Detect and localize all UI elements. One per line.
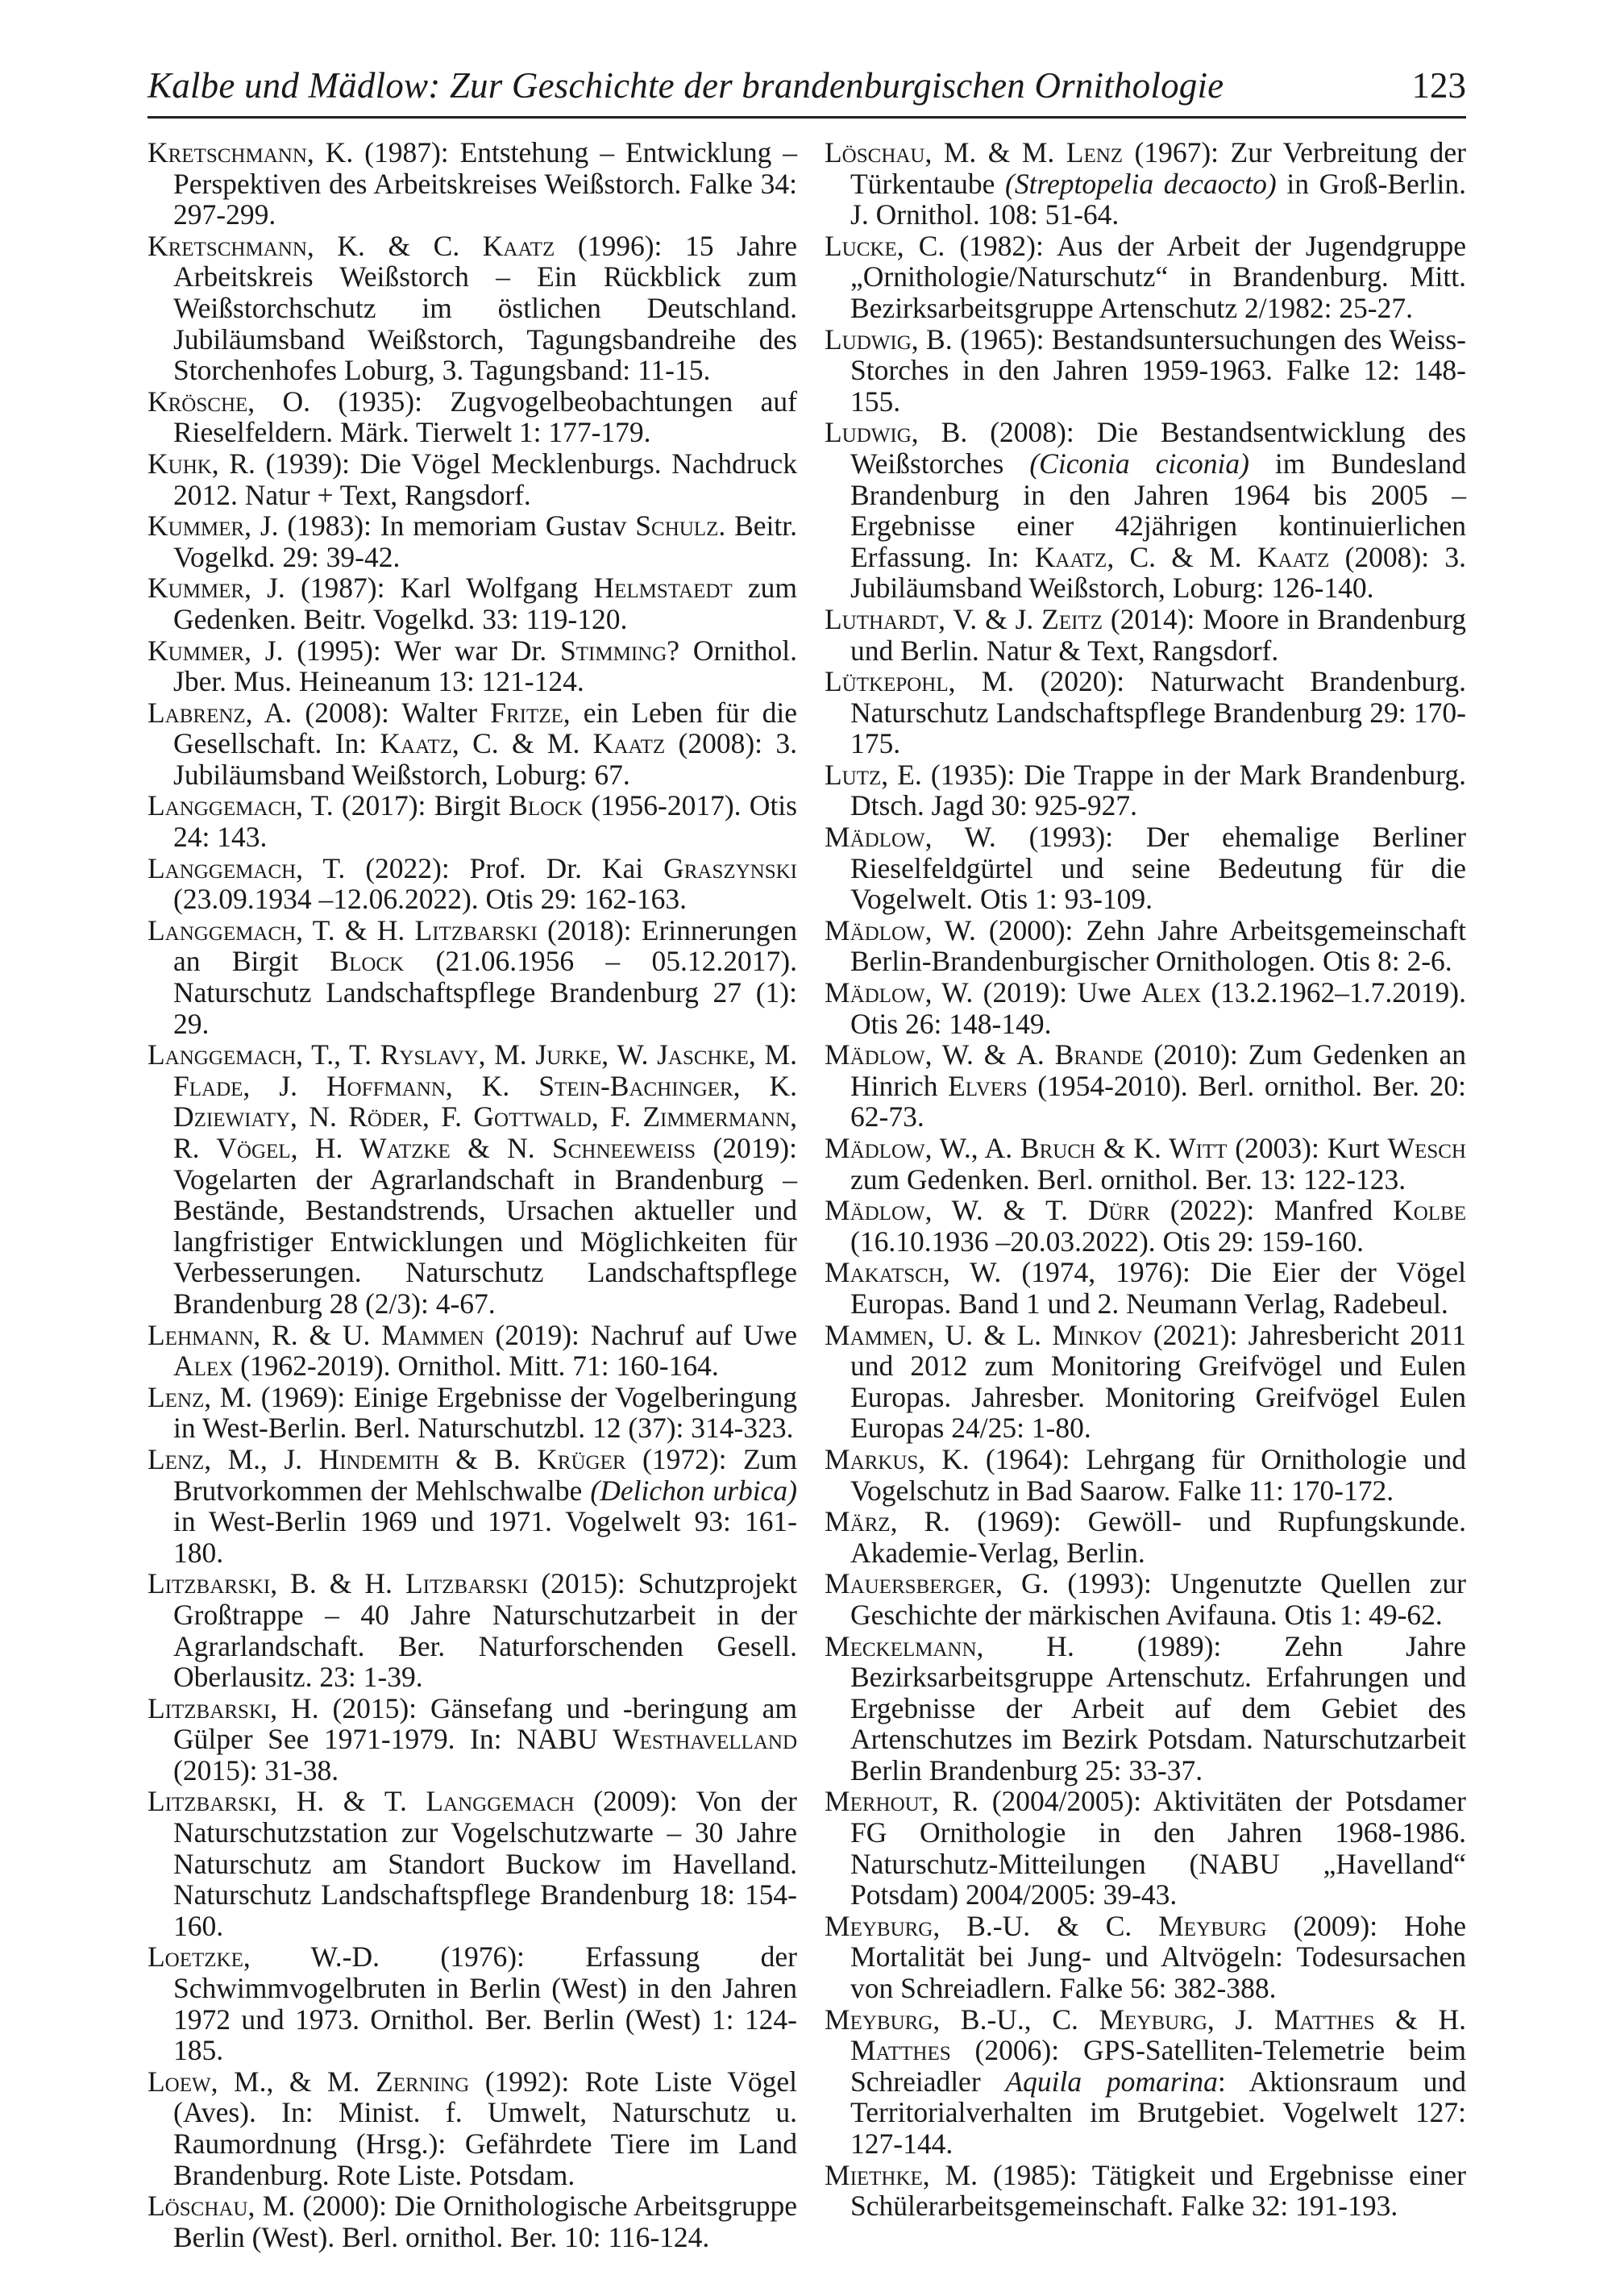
author-name: Meyburg, B.-U. xyxy=(825,1909,1031,1942)
reference-entry xyxy=(825,1911,1466,2004)
reference-text: & xyxy=(973,1038,1017,1071)
author-name: H. Litzbarski xyxy=(364,1567,529,1600)
author-name: Block xyxy=(509,789,583,822)
reference-entry xyxy=(825,1133,1466,1195)
author-name: Langgemach, T. xyxy=(147,789,334,822)
reference-text: & xyxy=(1030,1909,1106,1942)
reference-entry xyxy=(825,231,1466,324)
reference-text: zum Gedenken. Beitr. Vogelkd. 33: 119-120. xyxy=(173,572,797,635)
reference-text: ? Ornithol. Jber. Mus. Heineanum 13: 121-124. xyxy=(173,634,797,698)
reference-text: (1974, 1976): Die Eier der Vögel Europas. Band 1 und 2. Neumann Verlag, Radebeul. xyxy=(850,1256,1467,1320)
reference-text: (1964): Lehrgang für Ornithologie und Vogelschutz in Bad Saarow. Falke 11: 170-172. xyxy=(850,1442,1466,1507)
reference-text: & xyxy=(273,2065,328,2098)
reference-text: : Aktionsraum und Territorialverhalten im Brutgebiet. Vogelwelt 127: 127-144. xyxy=(850,2065,1466,2160)
reference-entry xyxy=(825,821,1466,915)
author-name: Kuhk, R. xyxy=(147,447,256,480)
reference-text: (2015): Schutzprojekt Großtrappe – 40 Jahre Naturschutzarbeit in der Agrarlandschaft. Ber. Naturforschenden Gesell. Oberlausitz. 23: 1-39. xyxy=(173,1567,797,1694)
author-name: Kummer, J. xyxy=(147,572,285,605)
page-number: 123 xyxy=(1411,65,1466,106)
author-name: T. Dürr xyxy=(1045,1194,1150,1227)
author-name: Litzbarski, B. xyxy=(147,1567,317,1600)
author-name: Litzbarski, H. xyxy=(147,1785,325,1818)
reference-entry xyxy=(825,137,1466,231)
author-name: K. Witt xyxy=(1133,1132,1228,1164)
reference-entry xyxy=(147,448,797,510)
reference-text: (1969): Einige Ergebnisse der Vogelberingung in West-Berlin. Berl. Naturschutzbl. 12 (37): 314-323. xyxy=(173,1380,797,1445)
reference-text: (2019): Vogelarten der Agrarlandschaft in Brandenburg – Bestände, Bestandstrends, Ursachen aktueller und langfristiger Entwicklungen und Möglichkeiten für Verbesserungen. Naturschutz Landschaftspflege Brandenburg 28 (2/3): 4-67. xyxy=(173,1132,797,1320)
reference-text: & xyxy=(977,602,1016,635)
reference-entry xyxy=(147,1693,797,1786)
reference-entry xyxy=(825,1257,1466,1319)
reference-entry xyxy=(825,2004,1466,2160)
author-name: Helmstaedt xyxy=(593,572,733,605)
author-name: Ludwig, B. xyxy=(825,322,953,356)
author-name: Kaatz, C. xyxy=(380,727,499,760)
reference-column-left xyxy=(147,137,797,2252)
author-name: Mädlow, W., A. Bruch xyxy=(825,1132,1096,1164)
author-name: M. Lenz xyxy=(1021,136,1124,168)
reference-entry xyxy=(147,137,797,231)
author-name: Mauersberger, G. xyxy=(825,1567,1049,1600)
reference-text: (1992): Rote Liste Vögel (Aves). In: Minist. f. Umwelt, Naturschutz u. Raumordnung (Hrsg.): Gefährdete Tiere im Land Brandenburg. Rote Liste. Potsdam. xyxy=(173,2065,797,2191)
author-name: Löschau, M. xyxy=(147,2190,296,2223)
reference-entry xyxy=(825,604,1466,666)
reference-text: . Beitr. Vogelkd. 29: 39-42. xyxy=(173,510,797,573)
author-name: C. Meyburg xyxy=(1105,1909,1267,1942)
reference-text: (2015): 31-38. xyxy=(173,1753,339,1786)
author-name: Labrenz, A. xyxy=(147,696,293,729)
reference-text: (1995): Wer war Dr. xyxy=(283,634,561,667)
reference-entry xyxy=(147,2066,797,2190)
reference-text: & xyxy=(297,1318,343,1351)
reference-text: (2008): 3. Jubiläumsband Weißstorch, Loburg: 126-140. xyxy=(850,540,1466,605)
reference-entry xyxy=(825,1320,1466,1444)
author-name: Lehmann, R. xyxy=(147,1318,298,1351)
author-name: Lütkepohl, M. xyxy=(825,665,1015,698)
author-name: Meckelmann, H. xyxy=(825,1629,1074,1662)
reference-entry xyxy=(147,1382,797,1444)
reference-text: in Groß-Berlin. J. Ornithol. 108: 51-64. xyxy=(850,167,1466,231)
reference-entry xyxy=(825,417,1466,604)
reference-text: (2018): Erinnerungen an Birgit xyxy=(173,913,797,978)
author-name: Alex xyxy=(1140,976,1202,1009)
reference-text: & xyxy=(983,1194,1046,1227)
author-name: Lenz, M., J. Hindemith xyxy=(147,1442,439,1475)
author-name: N. Schneeweiss xyxy=(507,1132,696,1164)
author-name: Litzbarski, H. xyxy=(147,1691,319,1724)
reference-entry xyxy=(147,1568,797,1692)
reference-text: (1935): Zugvogelbeobachtungen auf Rieselfeldern. Märk. Tierwelt 1: 177-179. xyxy=(173,385,797,449)
reference-text: (1989): Zehn Jahre Bezirksarbeitsgruppe Artenschutz. Erfahrungen und Ergebnisse der Arbeit auf dem Gebiet des Artenschutzes im Bezirk Potsdam. Naturschutzarbeit Berlin Brandenburg 25: 33-37. xyxy=(850,1629,1466,1786)
reference-text: (1987): Entstehung – Entwicklung – Perspektiven des Arbeitskreises Weißstorch. Falke 34: 297-299. xyxy=(173,136,797,231)
author-name: Loetzke, W.-D. xyxy=(147,1940,380,1974)
reference-text: (1976): Erfassung der Schwimmvogelbruten in Berlin (West) in den Jahren 1972 und 1973. Ornithol. Ber. Berlin (West) 1: 124-185. xyxy=(173,1940,797,2067)
reference-entry xyxy=(825,324,1466,418)
reference-text: & xyxy=(334,913,377,946)
author-name: Kolbe xyxy=(1393,1194,1466,1227)
author-name: Block xyxy=(330,945,405,978)
running-header xyxy=(147,58,1466,119)
reference-entry xyxy=(147,510,797,572)
author-name: Fritze xyxy=(490,696,563,729)
author-name: Merhout, R. xyxy=(825,1785,979,1818)
reference-text: im Bundesland Brandenburg in den Jahren 1964 bis 2005 – Ergebnisse einer 42jährigen kontinuierlichen Erfassung. In: xyxy=(850,447,1466,573)
reference-text: & xyxy=(1095,1132,1134,1164)
author-name: M. Kaatz xyxy=(546,727,666,760)
reference-text: & xyxy=(1374,2003,1439,2036)
reference-text: (1954-2010). Berl. ornithol. Ber. 20: 62-73. xyxy=(850,1069,1466,1133)
author-name: Luthardt, V. xyxy=(825,602,978,635)
author-name: März, R. xyxy=(825,1505,951,1538)
reference-text: (1987): Karl Wolfgang xyxy=(285,572,594,605)
reference-text: (2008): 3. Jubiläumsband Weißstorch, Loburg: 67. xyxy=(173,727,797,791)
species-name: (Delichon urbica) xyxy=(590,1474,797,1507)
reference-text: (2008): Walter xyxy=(292,696,491,729)
reference-text: (2004/2005): Aktivitäten der Potsdamer FG Ornithologie in den Jahren 1968-1986. Naturschutz-Mitteilungen (NABU „Havelland“ Potsdam) 2004/2005: 39-43. xyxy=(850,1785,1467,1911)
reference-text: (1969): Gewöll- und Rupfungskunde. Akademie-Verlag, Berlin. xyxy=(850,1505,1466,1569)
author-name: J. Zeitz xyxy=(1015,602,1103,635)
reference-text: & xyxy=(438,1442,495,1475)
reference-text: (2000): Zehn Jahre Arbeitsgemeinschaft Berlin-Brandenburgischer Ornithologen. Otis 8: 2-6. xyxy=(850,913,1466,978)
reference-text: (16.10.1936 –20.03.2022). Otis 29: 159-160. xyxy=(850,1225,1365,1258)
reference-text: (2019): Uwe xyxy=(973,976,1141,1009)
author-name: H. Litzbarski xyxy=(376,913,538,946)
author-name: Mammen, U. xyxy=(825,1318,974,1351)
author-name: Kummer, J. xyxy=(147,634,284,667)
author-name: Lenz, M. xyxy=(147,1380,253,1413)
reference-text: (2006): GPS-Satelliten-Telemetrie beim Schreiadler xyxy=(850,2034,1466,2098)
reference-text: (2003): Kurt xyxy=(1227,1132,1388,1164)
author-name: Mädlow, W. xyxy=(825,821,996,854)
reference-entry xyxy=(147,635,797,697)
reference-text: & xyxy=(973,1318,1017,1351)
reference-text: (1967): Zur Verbreitung der Türkentaube xyxy=(850,136,1466,200)
reference-text: (2020): Naturwacht Brandenburg. Naturschutz Landschaftspflege Brandenburg 29: 170-175. xyxy=(850,665,1466,760)
reference-entry xyxy=(825,1444,1466,1506)
author-name: Loew, M., xyxy=(147,2065,274,2098)
reference-text: (2000): Die Ornithologische Arbeitsgruppe Berlin (West). Berl. ornithol. Ber. 10: 116-124. xyxy=(173,2190,797,2253)
author-name: M. Zerning xyxy=(327,2065,470,2098)
author-name: Krösche, O. xyxy=(147,385,311,418)
reference-entry xyxy=(825,977,1466,1039)
reference-entry xyxy=(147,1444,797,1568)
reference-entry xyxy=(147,697,797,791)
reference-text: & xyxy=(498,727,547,760)
reference-text: (1962-2019). Ornithol. Mitt. 71: 160-164. xyxy=(233,1350,719,1383)
reference-entry xyxy=(147,572,797,634)
author-name: Kummer, J. xyxy=(147,510,279,543)
author-name: Wesch xyxy=(1387,1132,1466,1164)
reference-text: , ein Leben für die Gesellschaft. In: xyxy=(173,696,797,760)
reference-text: (1985): Tätigkeit und Ergebnisse einer Schülerarbeitsgemeinschaft. Falke 32: 191-193. xyxy=(850,2158,1466,2223)
reference-entry xyxy=(825,759,1466,821)
reference-entry xyxy=(825,1039,1466,1133)
reference-text: (1956-2017). Otis 24: 143. xyxy=(173,789,797,854)
reference-text: (2021): Jahresbericht 2011 und 2012 zum Monitoring Greifvögel und Eulen Europas. Jahresber. Monitoring Greifvögel Eulen Europas 24/25: 1-80. xyxy=(850,1318,1466,1445)
reference-entry xyxy=(825,1506,1466,1568)
author-name: Markus, K. xyxy=(825,1442,970,1475)
author-name: Alex xyxy=(173,1350,234,1383)
reference-text: & xyxy=(1156,540,1210,573)
author-name: Mädlow, W. xyxy=(825,913,976,946)
reference-text: (1983): In memoriam Gustav xyxy=(278,510,636,543)
reference-text: (1972): Zum Brutvorkommen der Mehlschwalbe xyxy=(173,1442,797,1507)
reference-text: & xyxy=(316,1567,365,1600)
author-name: Mädlow, W. xyxy=(825,1194,983,1227)
author-name: A. Brande xyxy=(1016,1038,1144,1071)
reference-text: (13.2.1962–1.7.2019). Otis 26: 148-149. xyxy=(850,976,1466,1040)
author-name: Langgemach, T. xyxy=(147,851,346,884)
reference-entry xyxy=(147,853,797,915)
author-name: Westhavelland xyxy=(613,1723,797,1756)
species-name: (Streptopelia decaocto) xyxy=(1005,167,1277,200)
author-name: Mädlow, W. xyxy=(825,976,974,1009)
author-name: Graszynski xyxy=(663,851,798,884)
reference-entry xyxy=(825,1631,1466,1786)
reference-entry xyxy=(825,915,1466,977)
reference-entry xyxy=(825,1786,1466,1910)
reference-entry xyxy=(147,915,797,1039)
reference-text: (1982): Aus der Arbeit der Jugendgruppe „Ornithologie/Naturschutz“ in Brandenburg. Mitt. Bezirksarbeitsgruppe Artenschutz 2/1982: 25-27. xyxy=(850,229,1466,324)
author-name: Miethke, M. xyxy=(825,2158,978,2191)
reference-entry xyxy=(147,790,797,852)
species-name: Aquila pomarina xyxy=(1005,2065,1218,2098)
reference-text: in West-Berlin 1969 und 1971. Vogelwelt 93: 161-180. xyxy=(173,1505,797,1569)
author-name: T. Langgemach xyxy=(384,1785,575,1818)
reference-text: (2017): Birgit xyxy=(333,789,509,822)
reference-text: (1939): Die Vögel Mecklenburgs. Nachdruck 2012. Natur + Text, Rangsdorf. xyxy=(173,447,797,511)
author-name: M. Kaatz xyxy=(1209,540,1330,573)
reference-text: (1965): Bestandsuntersuchungen des Weiss-Storches in den Jahren 1959-1963. Falke 12: 148-155. xyxy=(850,322,1466,418)
reference-entry xyxy=(147,2190,797,2252)
reference-entry xyxy=(147,1786,797,1941)
reference-text: (1935): Die Trappe in der Mark Brandenburg. Dtsch. Jagd 30: 925-927. xyxy=(850,758,1466,822)
author-name: Mädlow, W. xyxy=(825,1038,974,1071)
reference-entry xyxy=(147,231,797,386)
reference-text: & xyxy=(450,1132,508,1164)
reference-text: (2014): Moore in Brandenburg und Berlin. Natur & Text, Rangsdorf. xyxy=(850,602,1466,667)
author-name: L. Minkov xyxy=(1016,1318,1143,1351)
reference-text: (1996): 15 Jahre Arbeitskreis Weißstorch – Ein Rückblick zum Weißstorchschutz im östlichen Deutschland. Jubiläumsband Weißstorch, Tagungsbandreihe des Storchenhofes Loburg, 3. Tagungsband: 11-15. xyxy=(173,229,797,387)
author-name: Kretschmann, K. xyxy=(147,229,365,262)
reference-entry xyxy=(147,1320,797,1382)
reference-text: (1993): Ungenutzte Quellen zur Geschichte der märkischen Avifauna. Otis 1: 49-62. xyxy=(850,1567,1466,1631)
reference-entry xyxy=(147,386,797,448)
author-name: Lutz, E. xyxy=(825,758,922,791)
author-name: Ludwig, B. xyxy=(825,416,968,449)
reference-text: (1993): Der ehemalige Berliner Rieselfeldgürtel und seine Bedeutung für die Vogelwelt. Otis 1: 93-109. xyxy=(850,821,1466,916)
author-name: Löschau, M. xyxy=(825,136,977,168)
author-name: Makatsch, W. xyxy=(825,1256,1002,1289)
reference-text: (2009): Von der Naturschutzstation zur Vogelschutzwarte – 30 Jahre Naturschutz am Standort Buckow im Havelland. Naturschutz Landschaftspflege Brandenburg 18: 154-160. xyxy=(173,1785,797,1942)
author-name: Elvers xyxy=(948,1069,1028,1102)
species-name: (Ciconia ciconia) xyxy=(1029,447,1249,480)
reference-text: & xyxy=(364,229,434,262)
author-name: Lucke, C. xyxy=(825,229,945,262)
running-title: Kalbe und Mädlow: Zur Geschichte der brandenburgischen Ornithologie xyxy=(147,65,1224,106)
reference-text: (2019): Nachruf auf Uwe xyxy=(484,1318,797,1351)
reference-text: (2009): Hohe Mortalität bei Jung- und Altvögeln: Todesursachen von Schreiadlern. Falke 56: 382-388. xyxy=(850,1909,1466,2005)
author-name: Meyburg, B.-U., C. Meyburg, J. Matthes xyxy=(825,2003,1375,2036)
author-name: Langgemach, T., T. Ryslavy, M. Jurke, W. Jaschke, M. Flade, J. Hoffmann, K. Stein-Bachinger, K. Dziewiaty, N. Röder, F. Gottwald, F. Zimmermann, R. Vögel, H. Watzke xyxy=(147,1038,797,1164)
reference-entry xyxy=(147,1941,797,2065)
reference-entry xyxy=(825,1195,1466,1257)
reference-text: (2015): Gänsefang und -beringung am Gülper See 1971-1979. In: NABU xyxy=(173,1691,797,1756)
author-name: Kaatz, C. xyxy=(1034,540,1156,573)
author-name: Schulz xyxy=(635,510,719,543)
author-name: B. Krüger xyxy=(494,1442,626,1475)
author-name: Langgemach, T. xyxy=(147,913,335,946)
reference-text: (2022): Manfred xyxy=(1149,1194,1394,1227)
reference-text: zum Gedenken. Berl. ornithol. Ber. 13: 122-123. xyxy=(850,1163,1406,1196)
reference-text: (2010): Zum Gedenken an Hinrich xyxy=(850,1038,1467,1102)
reference-entry xyxy=(147,1039,797,1319)
reference-entry xyxy=(825,666,1466,759)
reference-text: (21.06.1956 – 05.12.2017). Naturschutz Landschaftspflege Brandenburg 27 (1): 29. xyxy=(173,945,797,1040)
author-name: Kretschmann, K. xyxy=(147,136,354,168)
reference-text: & xyxy=(976,136,1022,168)
author-name: H. Matthes xyxy=(850,2003,1466,2067)
author-name: U. Mammen xyxy=(342,1318,484,1351)
reference-text: (2008): Die Bestandsentwicklung des Weißstorches xyxy=(850,416,1467,480)
reference-entry xyxy=(825,2160,1466,2222)
reference-column-right xyxy=(825,137,1466,2222)
author-name: Stimming xyxy=(560,634,667,667)
reference-entry xyxy=(825,1568,1466,1630)
author-name: C. Kaatz xyxy=(433,229,555,262)
reference-text: & xyxy=(324,1785,384,1818)
reference-text: (23.09.1934 –12.06.2022). Otis 29: 162-163. xyxy=(173,883,688,916)
reference-text: (2022): Prof. Dr. Kai xyxy=(345,851,664,884)
